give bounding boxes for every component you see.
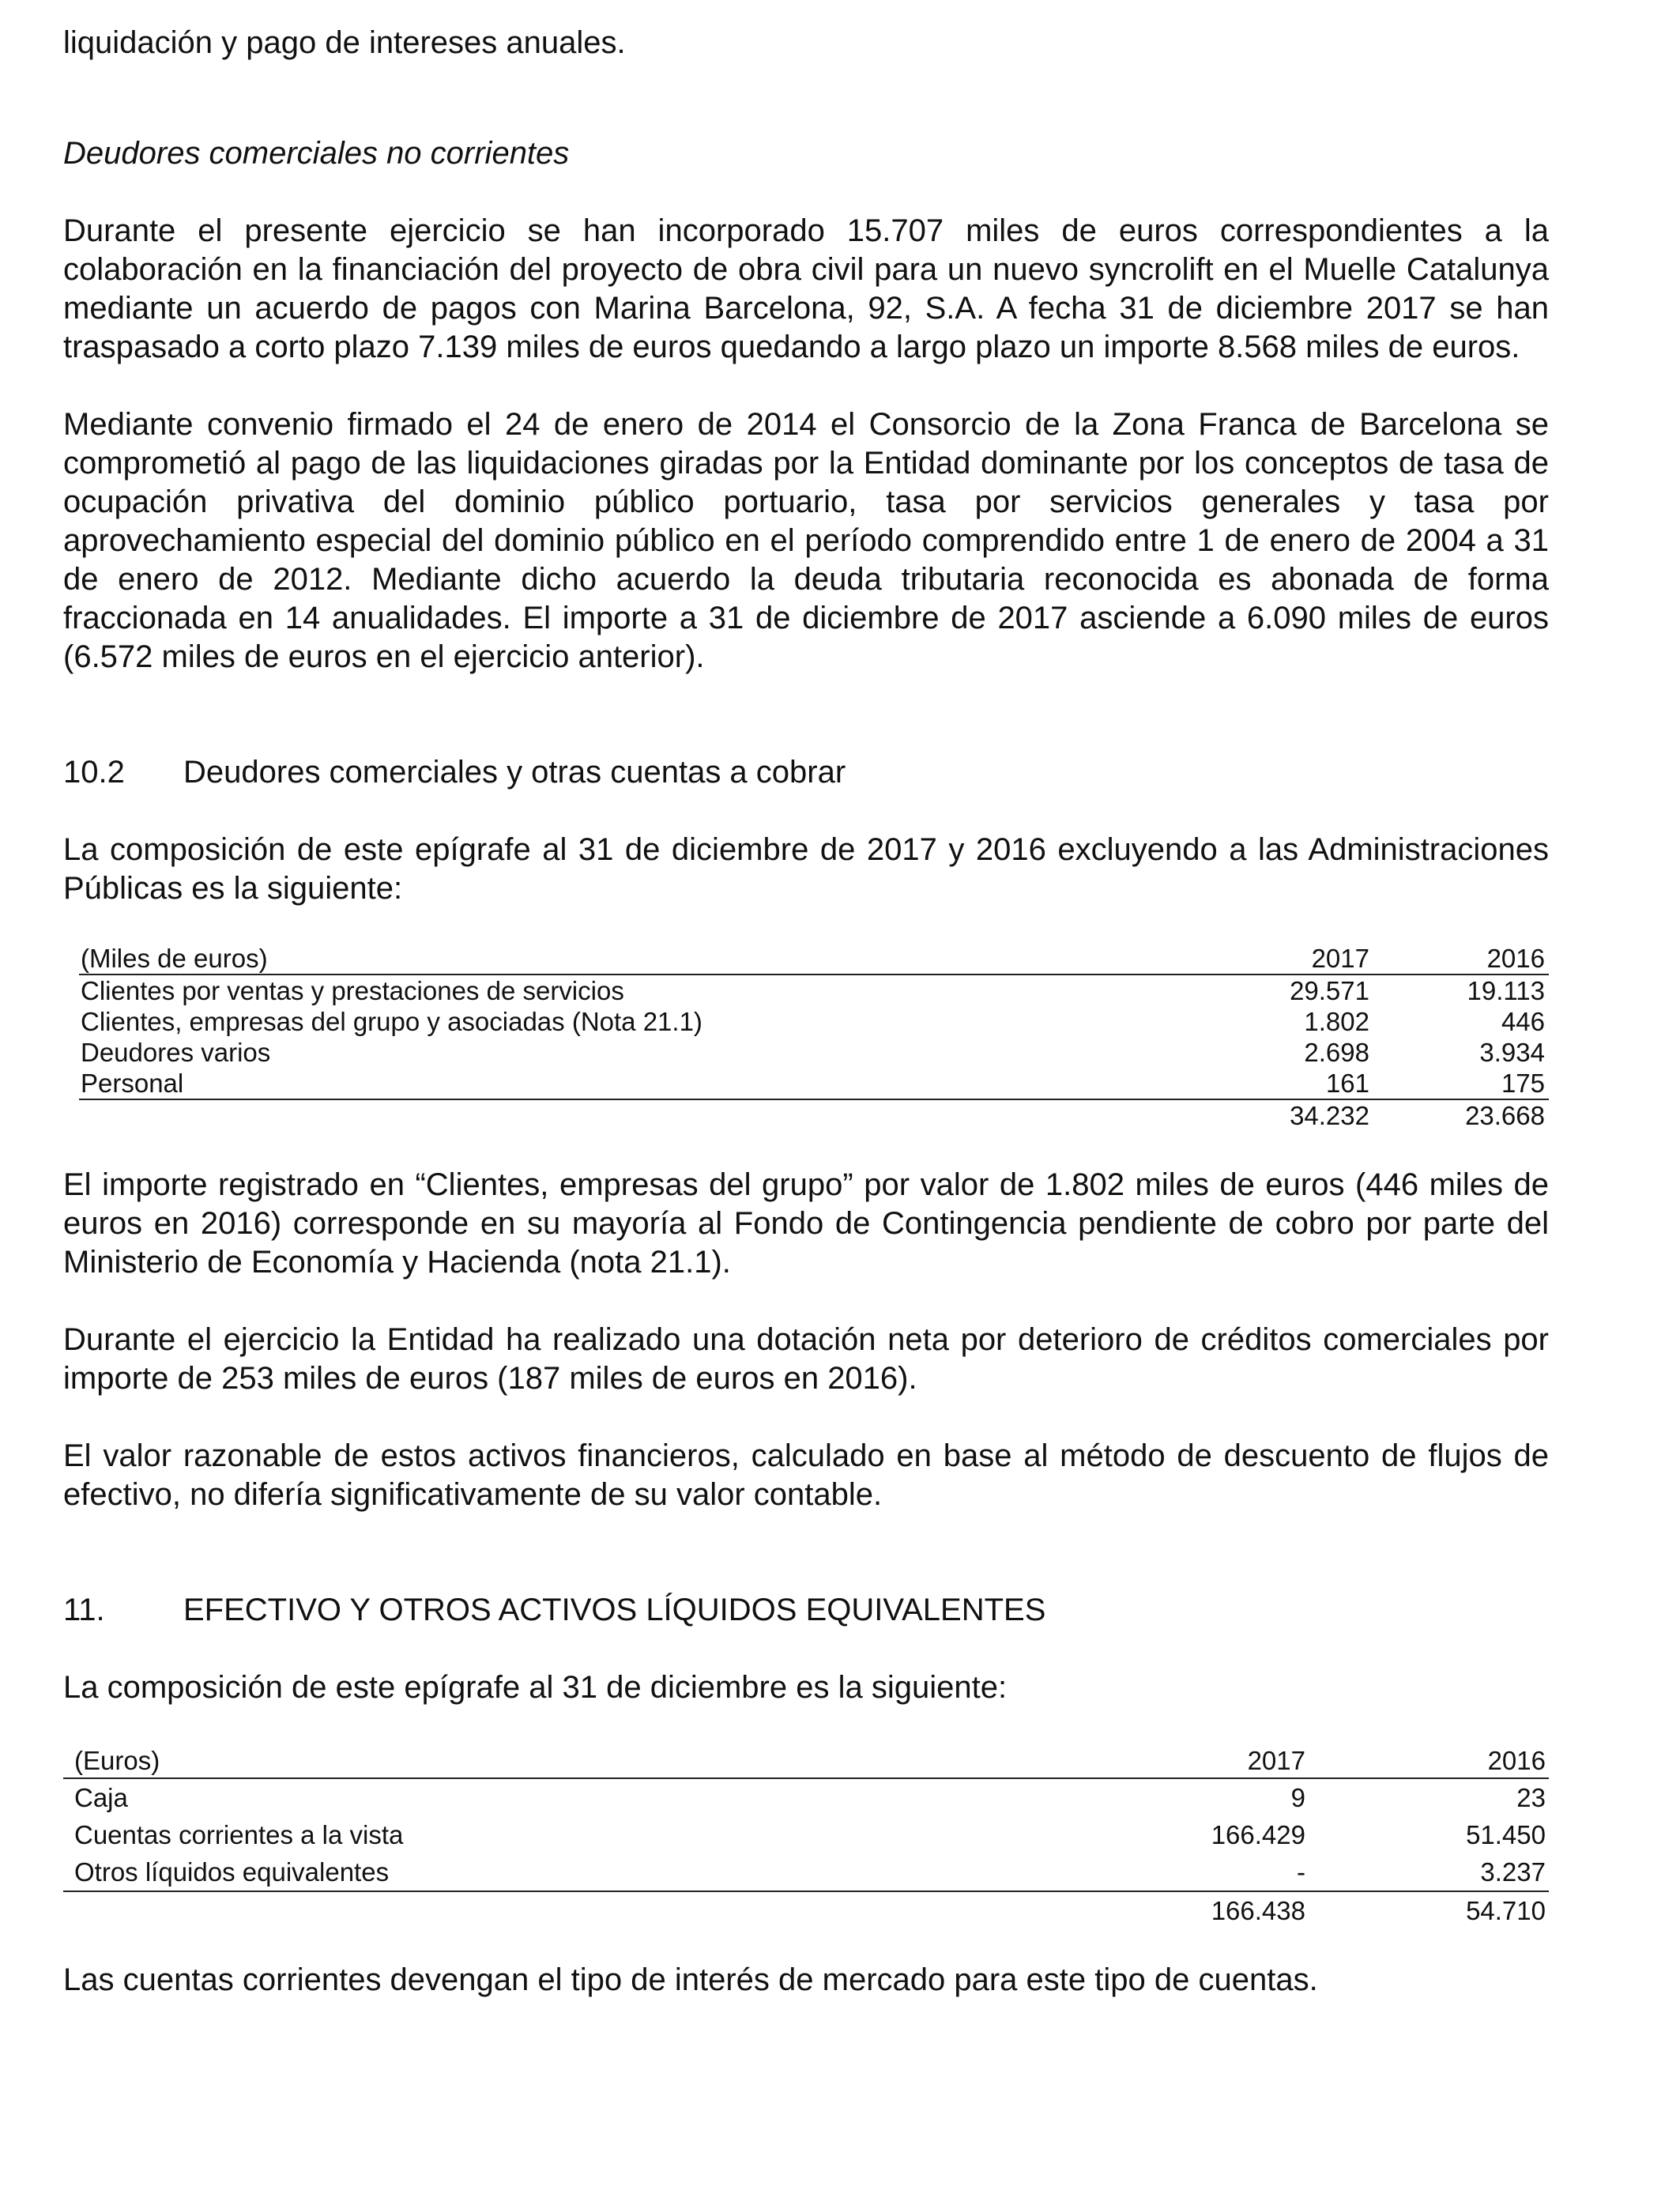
row-value-2017: 2.698 — [1304, 1038, 1369, 1067]
table-row — [79, 1037, 1549, 1068]
noncurrent-paragraph-1: Durante el presente ejercicio se han incorporado 15.707 miles de euros correspondientes a la colaboración en la financiación del proyecto de obra civil para un nuevo syncrolift en el Muelle Catalunya mediante un acuerdo de pagos con Marina Barcelona, 92, S.A. A fecha 31 de diciembre 2017 se han traspasado a corto plazo 7.139 miles de euros quedando a largo plazo un importe 8.568 miles de euros. — [63, 213, 1549, 364]
section-number: 10.2 — [63, 755, 125, 790]
total-2017: 34.232 — [1290, 1101, 1369, 1130]
row-label: Deudores varios — [81, 1038, 271, 1067]
table-header-2017: 2017 — [1311, 944, 1369, 973]
table-header-units: (Miles de euros) — [81, 944, 268, 973]
noncurrent-debtors-heading: Deudores comerciales no corrientes — [63, 136, 570, 171]
row-value-2016: 3.934 — [1479, 1038, 1545, 1067]
cash-table — [63, 1742, 1549, 1929]
total-2016: 23.668 — [1465, 1101, 1545, 1130]
table-row — [63, 1779, 1549, 1816]
total-2016: 54.710 — [1466, 1896, 1546, 1925]
section-10-2-paragraph-2: Durante el ejercicio la Entidad ha realizado una dotación neta por deterioro de créditos comerciales por importe de 253 miles de euros (187 miles de euros en 2016). — [63, 1322, 1549, 1396]
total-label — [81, 1100, 1243, 1131]
section-11-intro: La composición de este epígrafe al 31 de diciembre es la siguiente: — [63, 1670, 1008, 1705]
table-header-2016: 2016 — [1486, 944, 1545, 973]
row-label: Clientes, empresas del grupo y asociadas (Nota 21.1) — [81, 1007, 703, 1036]
intro-fragment: liquidación y pago de intereses anuales. — [63, 25, 626, 60]
row-value-2016: 51.450 — [1466, 1820, 1546, 1849]
section-10-2-intro: La composición de este epígrafe al 31 de diciembre de 2017 y 2016 excluyendo a las Administraciones Públicas es la siguiente: — [63, 832, 1549, 906]
section-11-closing: Las cuentas corrientes devengan el tipo de interés de mercado para este tipo de cuentas. — [63, 1962, 1318, 1997]
table-row — [63, 1816, 1549, 1853]
table-header-row — [63, 1742, 1549, 1779]
row-value-2017: 166.429 — [1211, 1820, 1305, 1849]
table-row — [79, 1006, 1549, 1037]
row-value-2016: 19.113 — [1467, 976, 1545, 1005]
row-value-2016: 175 — [1501, 1069, 1545, 1098]
table-total-row — [79, 1100, 1549, 1131]
row-value-2017: 9 — [1290, 1783, 1305, 1812]
row-value-2017: 29.571 — [1290, 976, 1369, 1005]
row-label: Caja — [74, 1783, 128, 1812]
section-title: EFECTIVO Y OTROS ACTIVOS LÍQUIDOS EQUIVALENTES — [183, 1593, 1046, 1627]
row-label: Otros líquidos equivalentes — [74, 1857, 390, 1887]
table-row — [79, 975, 1549, 1006]
section-10-2-paragraph-1: El importe registrado en “Clientes, empresas del grupo” por valor de 1.802 miles de euros (446 miles de euros en 2016) corresponde en su mayoría al Fondo de Contingencia pendiente de cobro por parte del Ministerio de Economía y Hacienda (nota 21.1). — [63, 1167, 1549, 1280]
total-2017: 166.438 — [1211, 1896, 1305, 1925]
document-page — [63, 24, 1549, 2000]
table-header-2016: 2016 — [1487, 1746, 1546, 1775]
table-header-units: (Euros) — [74, 1746, 160, 1775]
row-value-2017: - — [1297, 1857, 1305, 1887]
receivables-table — [79, 943, 1549, 1131]
row-value-2016: 446 — [1501, 1007, 1545, 1036]
section-title: Deudores comerciales y otras cuentas a cobrar — [183, 755, 846, 790]
row-value-2017: 161 — [1325, 1069, 1369, 1098]
section-10-2-paragraph-3: El valor razonable de estos activos financieros, calculado en base al método de descuento de flujos de efectivo, no difería significativamente de su valor contable. — [63, 1438, 1549, 1512]
table-row — [63, 1853, 1549, 1892]
row-label: Clientes por ventas y prestaciones de servicios — [81, 976, 624, 1005]
row-value-2017: 1.802 — [1304, 1007, 1369, 1036]
noncurrent-paragraph-2: Mediante convenio firmado el 24 de enero de 2014 el Consorcio de la Zona Franca de Barcelona se comprometió al pago de las liquidaciones giradas por la Entidad dominante por los conceptos de tasa de ocupación privativa del dominio público portuario, tasa por servicios generales y tasa por aprovechamiento especial del dominio público en el período comprendido entre 1 de enero de 2004 a 31 de enero de 2012. Mediante dicho acuerdo la deuda tributaria reconocida es abonada de forma fraccionada en 14 anualidades. El importe a 31 de diciembre de 2017 asciende a 6.090 miles de euros (6.572 miles de euros en el ejercicio anterior). — [63, 407, 1549, 674]
table-row — [79, 1068, 1549, 1100]
table-total-row — [63, 1892, 1549, 1929]
section-10-2-heading — [63, 753, 1549, 792]
table-header-2017: 2017 — [1247, 1746, 1305, 1775]
section-number: 11. — [63, 1593, 105, 1627]
row-label: Cuentas corrientes a la vista — [74, 1820, 404, 1849]
row-value-2016: 23 — [1516, 1783, 1546, 1812]
table-header-row — [79, 943, 1549, 975]
total-label — [74, 1895, 1108, 1926]
row-value-2016: 3.237 — [1480, 1857, 1546, 1887]
row-label: Personal — [81, 1069, 184, 1098]
section-11-heading — [63, 1591, 1549, 1630]
